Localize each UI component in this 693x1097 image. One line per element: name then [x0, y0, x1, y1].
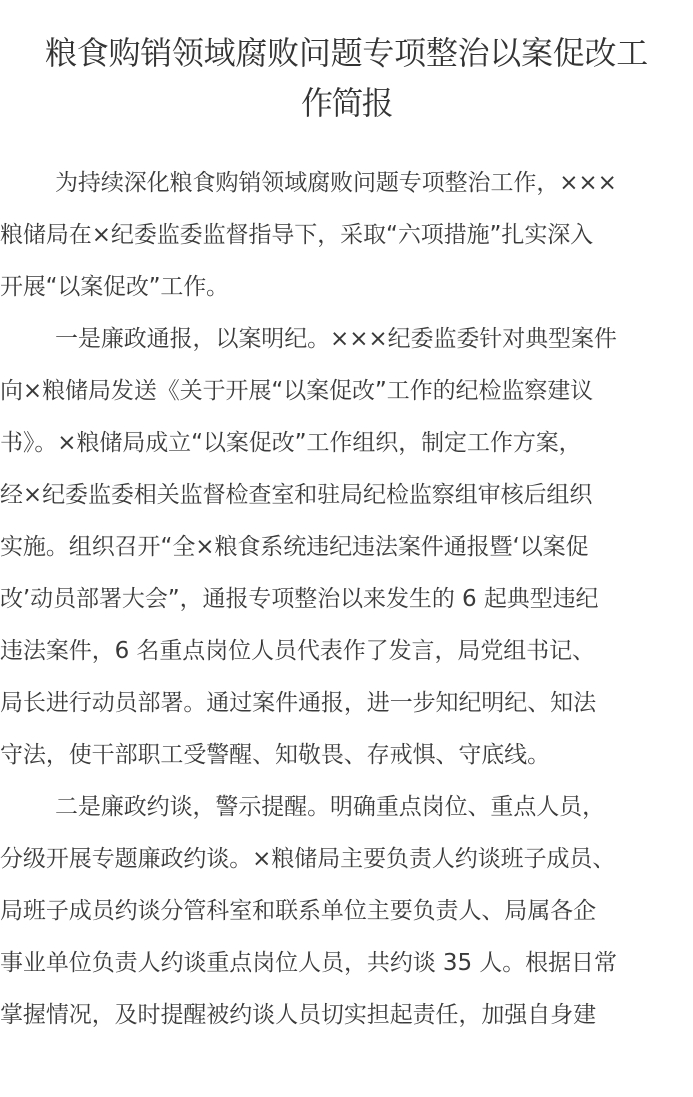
title-line-2: 作简报 [300, 84, 392, 122]
body-line: 分级开展专题廉政约谈。×粮储局主要负责人约谈班子成员、 [0, 846, 616, 872]
body-line: 局长进行动员部署。通过案件通报，进一步知纪明纪、知法 [0, 690, 597, 716]
body-line: 事业单位负责人约谈重点岗位人员，共约谈 35 人。根据日常 [0, 950, 617, 976]
body-line: 向×粮储局发送《关于开展“以案促改”工作的纪检监察建议 [0, 378, 594, 404]
title-line-1: 粮食购销领域腐败问题专项整治以案促改工 [44, 34, 648, 72]
body-line: 经×纪委监委相关监督检查室和驻局纪检监察组审核后组织 [0, 482, 593, 508]
body-line: 局班子成员约谈分管科室和联系单位主要负责人、局属各企 [0, 898, 597, 924]
body-line: 二是廉政约谈，警示提醒。明确重点岗位、重点人员， [55, 794, 606, 820]
body-line: 开展“以案促改”工作。 [0, 274, 229, 300]
body-line: 守法，使干部职工受警醒、知敬畏、存戒惧、守底线。 [0, 742, 551, 768]
document-title [0, 28, 693, 128]
body-line: 违法案件，6 名重点岗位人员代表作了发言，局党组书记、 [0, 638, 595, 664]
body-line: 书》。×粮储局成立“以案促改”工作组织，制定工作方案， [0, 430, 582, 456]
body-line: 改’动员部署大会”，通报专项整治以来发生的 6 起典型违纪 [0, 586, 599, 612]
document-body [0, 157, 693, 1041]
body-line: 实施。组织召开“全×粮食系统违纪违法案件通报暨‘以案促 [0, 534, 589, 560]
body-line: 粮储局在×纪委监委监督指导下，采取“六项措施”扎实深入 [0, 222, 594, 248]
body-line: 一是廉政通报，以案明纪。×××纪委监委针对典型案件 [55, 326, 617, 352]
body-line: 掌握情况，及时提醒被约谈人员切实担起责任，加强自身建 [0, 1002, 597, 1028]
body-line: 为持续深化粮食购销领域腐败问题专项整治工作，××× [55, 170, 617, 196]
